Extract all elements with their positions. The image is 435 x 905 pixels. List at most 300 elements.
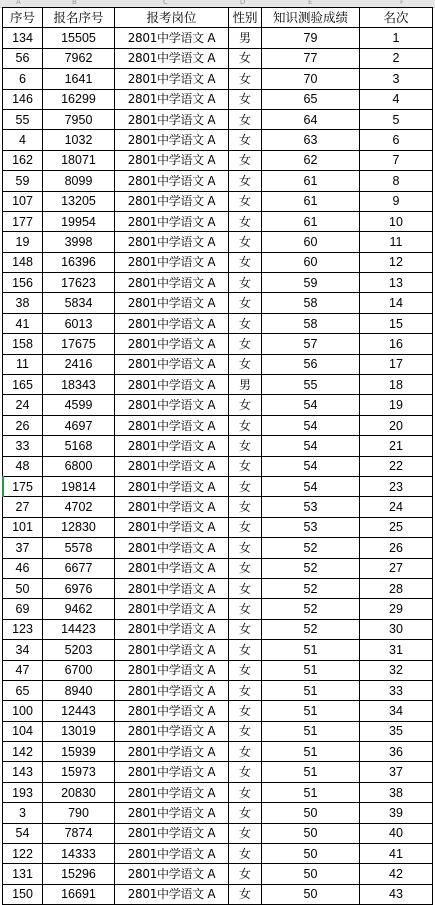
table-row [3, 701, 433, 721]
cell-score[interactable]: 60 [262, 252, 360, 272]
cell-score[interactable]: 54 [262, 395, 360, 415]
cell-score[interactable]: 51 [262, 721, 360, 741]
cell-gender[interactable]: 女 [229, 640, 262, 660]
table-row [3, 660, 433, 680]
cell-reg-no[interactable]: 19814 [43, 476, 115, 496]
table-row [3, 354, 433, 374]
cell-score[interactable]: 58 [262, 313, 360, 333]
cell-seq[interactable]: 193 [3, 782, 43, 802]
cell-gender[interactable]: 女 [229, 89, 262, 109]
cell-position[interactable]: 2801中学语文 A [115, 538, 229, 558]
cell-score[interactable]: 54 [262, 415, 360, 435]
cell-reg-no[interactable]: 20830 [43, 782, 115, 802]
cell-gender[interactable]: 女 [229, 150, 262, 170]
cell-reg-no[interactable]: 7874 [43, 823, 115, 843]
cell-position[interactable]: 2801中学语文 A [115, 803, 229, 823]
cell-score[interactable]: 50 [262, 844, 360, 864]
cell-reg-no[interactable]: 13019 [43, 721, 115, 741]
cell-position[interactable]: 2801中学语文 A [115, 578, 229, 598]
cell-position[interactable]: 2801中学语文 A [115, 334, 229, 354]
cell-score[interactable]: 61 [262, 171, 360, 191]
table-row [3, 313, 433, 333]
cell-position[interactable]: 2801中学语文 A [115, 313, 229, 333]
cell-reg-no[interactable]: 7962 [43, 48, 115, 68]
cell-reg-no[interactable]: 5168 [43, 436, 115, 456]
column-letter-a[interactable]: A [16, 0, 21, 6]
table-row [3, 273, 433, 293]
cell-reg-no[interactable]: 14333 [43, 844, 115, 864]
cell-position[interactable]: 2801中学语文 A [115, 782, 229, 802]
cell-seq[interactable]: 165 [3, 375, 43, 395]
cell-position[interactable]: 2801中学语文 A [115, 844, 229, 864]
cell-reg-no[interactable]: 7950 [43, 109, 115, 129]
cell-seq[interactable]: 162 [3, 150, 43, 170]
cell-position[interactable]: 2801中学语文 A [115, 640, 229, 660]
score-table [2, 7, 433, 905]
cell-gender[interactable]: 女 [229, 456, 262, 476]
cell-gender[interactable]: 女 [229, 313, 262, 333]
cell-score[interactable]: 62 [262, 150, 360, 170]
cell-rank[interactable]: 12 [360, 252, 433, 272]
cell-gender[interactable]: 男 [229, 28, 262, 48]
table-row [3, 823, 433, 843]
cell-seq[interactable]: 146 [3, 89, 43, 109]
cell-gender[interactable]: 女 [229, 721, 262, 741]
cell-position[interactable]: 2801中学语文 A [115, 252, 229, 272]
cell-score[interactable]: 54 [262, 436, 360, 456]
cell-reg-no[interactable]: 16396 [43, 252, 115, 272]
cell-position[interactable]: 2801中学语文 A [115, 497, 229, 517]
cell-position[interactable]: 2801中学语文 A [115, 742, 229, 762]
cell-seq[interactable]: 158 [3, 334, 43, 354]
cell-rank[interactable]: 23 [360, 476, 433, 496]
cell-reg-no[interactable]: 12830 [43, 517, 115, 537]
cell-gender[interactable]: 女 [229, 130, 262, 150]
table-row [3, 782, 433, 802]
cell-gender[interactable]: 女 [229, 680, 262, 700]
cell-seq[interactable]: 11 [3, 354, 43, 374]
cell-rank[interactable]: 5 [360, 109, 433, 129]
cell-rank[interactable]: 13 [360, 273, 433, 293]
cell-seq[interactable]: 3 [3, 803, 43, 823]
column-letter-d[interactable]: D [240, 0, 246, 6]
cell-score[interactable]: 54 [262, 456, 360, 476]
cell-seq[interactable]: 148 [3, 252, 43, 272]
cell-rank[interactable]: 7 [360, 150, 433, 170]
cell-seq[interactable]: 37 [3, 538, 43, 558]
cell-score[interactable]: 63 [262, 130, 360, 150]
cell-seq[interactable]: 143 [3, 762, 43, 782]
cell-score[interactable]: 51 [262, 742, 360, 762]
cell-rank[interactable]: 38 [360, 782, 433, 802]
cell-seq[interactable]: 150 [3, 884, 43, 904]
cell-rank[interactable]: 36 [360, 742, 433, 762]
table-row [3, 803, 433, 823]
cell-rank[interactable]: 19 [360, 395, 433, 415]
cell-rank[interactable]: 41 [360, 844, 433, 864]
cell-gender[interactable]: 女 [229, 558, 262, 578]
cell-rank[interactable]: 32 [360, 660, 433, 680]
cell-seq[interactable]: 142 [3, 742, 43, 762]
cell-reg-no[interactable]: 6800 [43, 456, 115, 476]
cell-gender[interactable]: 女 [229, 476, 262, 496]
cell-position[interactable]: 2801中学语文 A [115, 375, 229, 395]
cell-position[interactable]: 2801中学语文 A [115, 823, 229, 843]
cell-position[interactable]: 2801中学语文 A [115, 701, 229, 721]
cell-seq[interactable]: 41 [3, 313, 43, 333]
cell-gender[interactable]: 女 [229, 273, 262, 293]
cell-score[interactable]: 52 [262, 558, 360, 578]
table-row [3, 538, 433, 558]
cell-seq[interactable]: 123 [3, 619, 43, 639]
cell-rank[interactable]: 11 [360, 232, 433, 252]
cell-rank[interactable]: 35 [360, 721, 433, 741]
cell-score[interactable]: 51 [262, 660, 360, 680]
cell-position[interactable]: 2801中学语文 A [115, 130, 229, 150]
cell-score[interactable]: 50 [262, 803, 360, 823]
cell-gender[interactable]: 女 [229, 497, 262, 517]
cell-reg-no[interactable]: 16299 [43, 89, 115, 109]
cell-rank[interactable]: 37 [360, 762, 433, 782]
cell-score[interactable]: 56 [262, 354, 360, 374]
cell-seq[interactable]: 65 [3, 680, 43, 700]
cell-reg-no[interactable]: 15505 [43, 28, 115, 48]
cell-gender[interactable]: 女 [229, 395, 262, 415]
table-row [3, 109, 433, 129]
cell-rank[interactable]: 18 [360, 375, 433, 395]
cell-score[interactable]: 50 [262, 864, 360, 884]
table-row [3, 130, 433, 150]
cell-seq[interactable]: 34 [3, 640, 43, 660]
table-row [3, 497, 433, 517]
cell-reg-no[interactable]: 15939 [43, 742, 115, 762]
cell-position[interactable]: 2801中学语文 A [115, 884, 229, 904]
cell-seq[interactable]: 122 [3, 844, 43, 864]
cell-seq[interactable]: 131 [3, 864, 43, 884]
cell-rank[interactable]: 29 [360, 599, 433, 619]
header-reg-no[interactable]: 报名序号 [43, 8, 115, 28]
cell-reg-no[interactable]: 5203 [43, 640, 115, 660]
cell-reg-no[interactable]: 5578 [43, 538, 115, 558]
table-row [3, 48, 433, 68]
cell-score[interactable]: 59 [262, 273, 360, 293]
cell-position[interactable]: 2801中学语文 A [115, 354, 229, 374]
cell-score[interactable]: 52 [262, 578, 360, 598]
cell-gender[interactable]: 女 [229, 762, 262, 782]
cell-rank[interactable]: 24 [360, 497, 433, 517]
cell-reg-no[interactable]: 9462 [43, 599, 115, 619]
cell-rank[interactable]: 39 [360, 803, 433, 823]
cell-position[interactable]: 2801中学语文 A [115, 864, 229, 884]
cell-score[interactable]: 51 [262, 680, 360, 700]
cell-reg-no[interactable]: 16691 [43, 884, 115, 904]
cell-seq[interactable]: 27 [3, 497, 43, 517]
cell-reg-no[interactable]: 1641 [43, 69, 115, 89]
cell-reg-no[interactable]: 12443 [43, 701, 115, 721]
cell-seq[interactable]: 101 [3, 517, 43, 537]
cell-gender[interactable]: 女 [229, 844, 262, 864]
cell-seq[interactable]: 69 [3, 599, 43, 619]
cell-seq[interactable]: 6 [3, 69, 43, 89]
cell-position[interactable]: 2801中学语文 A [115, 558, 229, 578]
cell-gender[interactable]: 女 [229, 293, 262, 313]
cell-reg-no[interactable]: 19954 [43, 211, 115, 231]
header-seq[interactable]: 序号 [3, 8, 43, 28]
cell-reg-no[interactable]: 6013 [43, 313, 115, 333]
header-position[interactable]: 报考岗位 [115, 8, 229, 28]
cell-rank[interactable]: 20 [360, 415, 433, 435]
cell-score[interactable]: 52 [262, 538, 360, 558]
cell-seq[interactable]: 38 [3, 293, 43, 313]
cell-reg-no[interactable]: 2416 [43, 354, 115, 374]
cell-gender[interactable]: 女 [229, 619, 262, 639]
table-row [3, 558, 433, 578]
cell-gender[interactable]: 女 [229, 211, 262, 231]
cell-seq[interactable]: 19 [3, 232, 43, 252]
cell-gender[interactable]: 女 [229, 69, 262, 89]
cell-seq[interactable]: 175 [3, 476, 43, 496]
header-gender[interactable]: 性别 [229, 8, 262, 28]
cell-reg-no[interactable]: 4702 [43, 497, 115, 517]
cell-reg-no[interactable]: 790 [43, 803, 115, 823]
cell-seq[interactable]: 46 [3, 558, 43, 578]
cell-gender[interactable]: 女 [229, 415, 262, 435]
cell-gender[interactable]: 女 [229, 803, 262, 823]
cell-gender[interactable]: 女 [229, 884, 262, 904]
cell-seq[interactable]: 156 [3, 273, 43, 293]
cell-gender[interactable]: 女 [229, 334, 262, 354]
cell-reg-no[interactable]: 8099 [43, 171, 115, 191]
cell-gender[interactable]: 女 [229, 660, 262, 680]
column-letter-e[interactable]: E [308, 0, 313, 6]
cell-seq[interactable]: 47 [3, 660, 43, 680]
header-score[interactable]: 知识测验成绩 [262, 8, 360, 28]
cell-reg-no[interactable]: 18071 [43, 150, 115, 170]
cell-rank[interactable]: 25 [360, 517, 433, 537]
cell-rank[interactable]: 17 [360, 354, 433, 374]
cell-reg-no[interactable]: 18343 [43, 375, 115, 395]
cell-rank[interactable]: 30 [360, 619, 433, 639]
table-row [3, 578, 433, 598]
cell-gender[interactable]: 女 [229, 109, 262, 129]
cell-position[interactable]: 2801中学语文 A [115, 89, 229, 109]
cell-position[interactable]: 2801中学语文 A [115, 456, 229, 476]
cell-score[interactable]: 58 [262, 293, 360, 313]
cell-seq[interactable]: 55 [3, 109, 43, 129]
cell-gender[interactable]: 女 [229, 232, 262, 252]
cell-reg-no[interactable]: 4599 [43, 395, 115, 415]
cell-rank[interactable]: 9 [360, 191, 433, 211]
cell-seq[interactable]: 54 [3, 823, 43, 843]
cell-score[interactable]: 51 [262, 782, 360, 802]
cell-seq[interactable]: 4 [3, 130, 43, 150]
cell-position[interactable]: 2801中学语文 A [115, 762, 229, 782]
cell-reg-no[interactable]: 14423 [43, 619, 115, 639]
cell-reg-no[interactable]: 4697 [43, 415, 115, 435]
cell-reg-no[interactable]: 1032 [43, 130, 115, 150]
cell-gender[interactable]: 女 [229, 823, 262, 843]
cell-gender[interactable]: 男 [229, 375, 262, 395]
table-row [3, 680, 433, 700]
table-row [3, 599, 433, 619]
cell-rank[interactable]: 27 [360, 558, 433, 578]
cell-rank[interactable]: 1 [360, 28, 433, 48]
cell-rank[interactable]: 4 [360, 89, 433, 109]
cell-rank[interactable]: 33 [360, 680, 433, 700]
cell-reg-no[interactable]: 13205 [43, 191, 115, 211]
cell-score[interactable]: 51 [262, 640, 360, 660]
cell-reg-no[interactable]: 15296 [43, 864, 115, 884]
table-row [3, 334, 433, 354]
cell-gender[interactable]: 女 [229, 599, 262, 619]
table-row [3, 436, 433, 456]
cell-score[interactable]: 51 [262, 762, 360, 782]
cell-score[interactable]: 52 [262, 599, 360, 619]
cell-score[interactable]: 52 [262, 619, 360, 639]
cell-score[interactable]: 60 [262, 232, 360, 252]
table-row [3, 415, 433, 435]
cell-score[interactable]: 65 [262, 89, 360, 109]
table-row [3, 171, 433, 191]
cell-rank[interactable]: 34 [360, 701, 433, 721]
cell-seq[interactable]: 107 [3, 191, 43, 211]
cell-seq[interactable]: 59 [3, 171, 43, 191]
cell-rank[interactable]: 14 [360, 293, 433, 313]
cell-position[interactable]: 2801中学语文 A [115, 109, 229, 129]
cell-reg-no[interactable]: 6976 [43, 578, 115, 598]
cell-position[interactable]: 2801中学语文 A [115, 28, 229, 48]
column-letter-f[interactable]: F [400, 0, 405, 6]
column-letter-b[interactable]: B [72, 0, 77, 6]
cell-seq[interactable]: 24 [3, 395, 43, 415]
cell-gender[interactable]: 女 [229, 701, 262, 721]
cell-reg-no[interactable]: 17623 [43, 273, 115, 293]
cell-score[interactable]: 57 [262, 334, 360, 354]
cell-gender[interactable]: 女 [229, 782, 262, 802]
cell-position[interactable]: 2801中学语文 A [115, 171, 229, 191]
cell-seq[interactable]: 177 [3, 211, 43, 231]
cell-score[interactable]: 53 [262, 517, 360, 537]
cell-seq[interactable]: 26 [3, 415, 43, 435]
cell-gender[interactable]: 女 [229, 354, 262, 374]
cell-seq[interactable]: 56 [3, 48, 43, 68]
cell-gender[interactable]: 女 [229, 517, 262, 537]
cell-seq[interactable]: 48 [3, 456, 43, 476]
cell-position[interactable]: 2801中学语文 A [115, 415, 229, 435]
table-row [3, 395, 433, 415]
cell-rank[interactable]: 3 [360, 69, 433, 89]
cell-score[interactable]: 51 [262, 701, 360, 721]
cell-rank[interactable]: 28 [360, 578, 433, 598]
cell-rank[interactable]: 42 [360, 864, 433, 884]
cell-position[interactable]: 2801中学语文 A [115, 150, 229, 170]
cell-rank[interactable]: 21 [360, 436, 433, 456]
cell-rank[interactable]: 10 [360, 211, 433, 231]
cell-gender[interactable]: 女 [229, 538, 262, 558]
table-row [3, 28, 433, 48]
table-row [3, 619, 433, 639]
cell-gender[interactable]: 女 [229, 48, 262, 68]
cell-rank[interactable]: 2 [360, 48, 433, 68]
cell-score[interactable]: 55 [262, 375, 360, 395]
cell-gender[interactable]: 女 [229, 864, 262, 884]
cell-score[interactable]: 61 [262, 191, 360, 211]
cell-reg-no[interactable]: 15973 [43, 762, 115, 782]
cell-score[interactable]: 54 [262, 476, 360, 496]
cell-position[interactable]: 2801中学语文 A [115, 476, 229, 496]
cell-score[interactable]: 79 [262, 28, 360, 48]
cell-rank[interactable]: 26 [360, 538, 433, 558]
cell-rank[interactable]: 31 [360, 640, 433, 660]
cell-rank[interactable]: 15 [360, 313, 433, 333]
cell-rank[interactable]: 6 [360, 130, 433, 150]
table-row [3, 476, 433, 496]
cell-position[interactable]: 2801中学语文 A [115, 191, 229, 211]
table-row [3, 69, 433, 89]
cell-gender[interactable]: 女 [229, 252, 262, 272]
cell-position[interactable]: 2801中学语文 A [115, 721, 229, 741]
cell-seq[interactable]: 50 [3, 578, 43, 598]
cell-seq[interactable]: 100 [3, 701, 43, 721]
cell-position[interactable]: 2801中学语文 A [115, 660, 229, 680]
cell-position[interactable]: 2801中学语文 A [115, 232, 229, 252]
cell-score[interactable]: 50 [262, 884, 360, 904]
cell-position[interactable]: 2801中学语文 A [115, 48, 229, 68]
cell-position[interactable]: 2801中学语文 A [115, 517, 229, 537]
header-rank[interactable]: 名次 [360, 8, 433, 28]
cell-rank[interactable]: 8 [360, 171, 433, 191]
cell-position[interactable]: 2801中学语文 A [115, 395, 229, 415]
cell-position[interactable]: 2801中学语文 A [115, 619, 229, 639]
cell-seq[interactable]: 104 [3, 721, 43, 741]
cell-score[interactable]: 50 [262, 823, 360, 843]
cell-score[interactable]: 77 [262, 48, 360, 68]
cell-position[interactable]: 2801中学语文 A [115, 436, 229, 456]
cell-reg-no[interactable]: 17675 [43, 334, 115, 354]
cell-reg-no[interactable]: 8940 [43, 680, 115, 700]
table-row [3, 211, 433, 231]
cell-seq[interactable]: 33 [3, 436, 43, 456]
cell-gender[interactable]: 女 [229, 191, 262, 211]
cell-rank[interactable]: 43 [360, 884, 433, 904]
cell-reg-no[interactable]: 6700 [43, 660, 115, 680]
cell-gender[interactable]: 女 [229, 436, 262, 456]
cell-reg-no[interactable]: 5834 [43, 293, 115, 313]
table-row [3, 293, 433, 313]
cell-reg-no[interactable]: 3998 [43, 232, 115, 252]
cell-rank[interactable]: 40 [360, 823, 433, 843]
cell-score[interactable]: 70 [262, 69, 360, 89]
cell-position[interactable]: 2801中学语文 A [115, 273, 229, 293]
cell-position[interactable]: 2801中学语文 A [115, 293, 229, 313]
column-letter-c[interactable]: C [163, 0, 168, 6]
cell-score[interactable]: 61 [262, 211, 360, 231]
cell-rank[interactable]: 22 [360, 456, 433, 476]
cell-position[interactable]: 2801中学语文 A [115, 599, 229, 619]
cell-position[interactable]: 2801中学语文 A [115, 680, 229, 700]
cell-score[interactable]: 64 [262, 109, 360, 129]
cell-reg-no[interactable]: 6677 [43, 558, 115, 578]
cell-score[interactable]: 53 [262, 497, 360, 517]
cell-gender[interactable]: 女 [229, 742, 262, 762]
cell-rank[interactable]: 16 [360, 334, 433, 354]
cell-seq[interactable]: 134 [3, 28, 43, 48]
cell-gender[interactable]: 女 [229, 578, 262, 598]
cell-gender[interactable]: 女 [229, 171, 262, 191]
cell-position[interactable]: 2801中学语文 A [115, 211, 229, 231]
table-row [3, 762, 433, 782]
cell-position[interactable]: 2801中学语文 A [115, 69, 229, 89]
